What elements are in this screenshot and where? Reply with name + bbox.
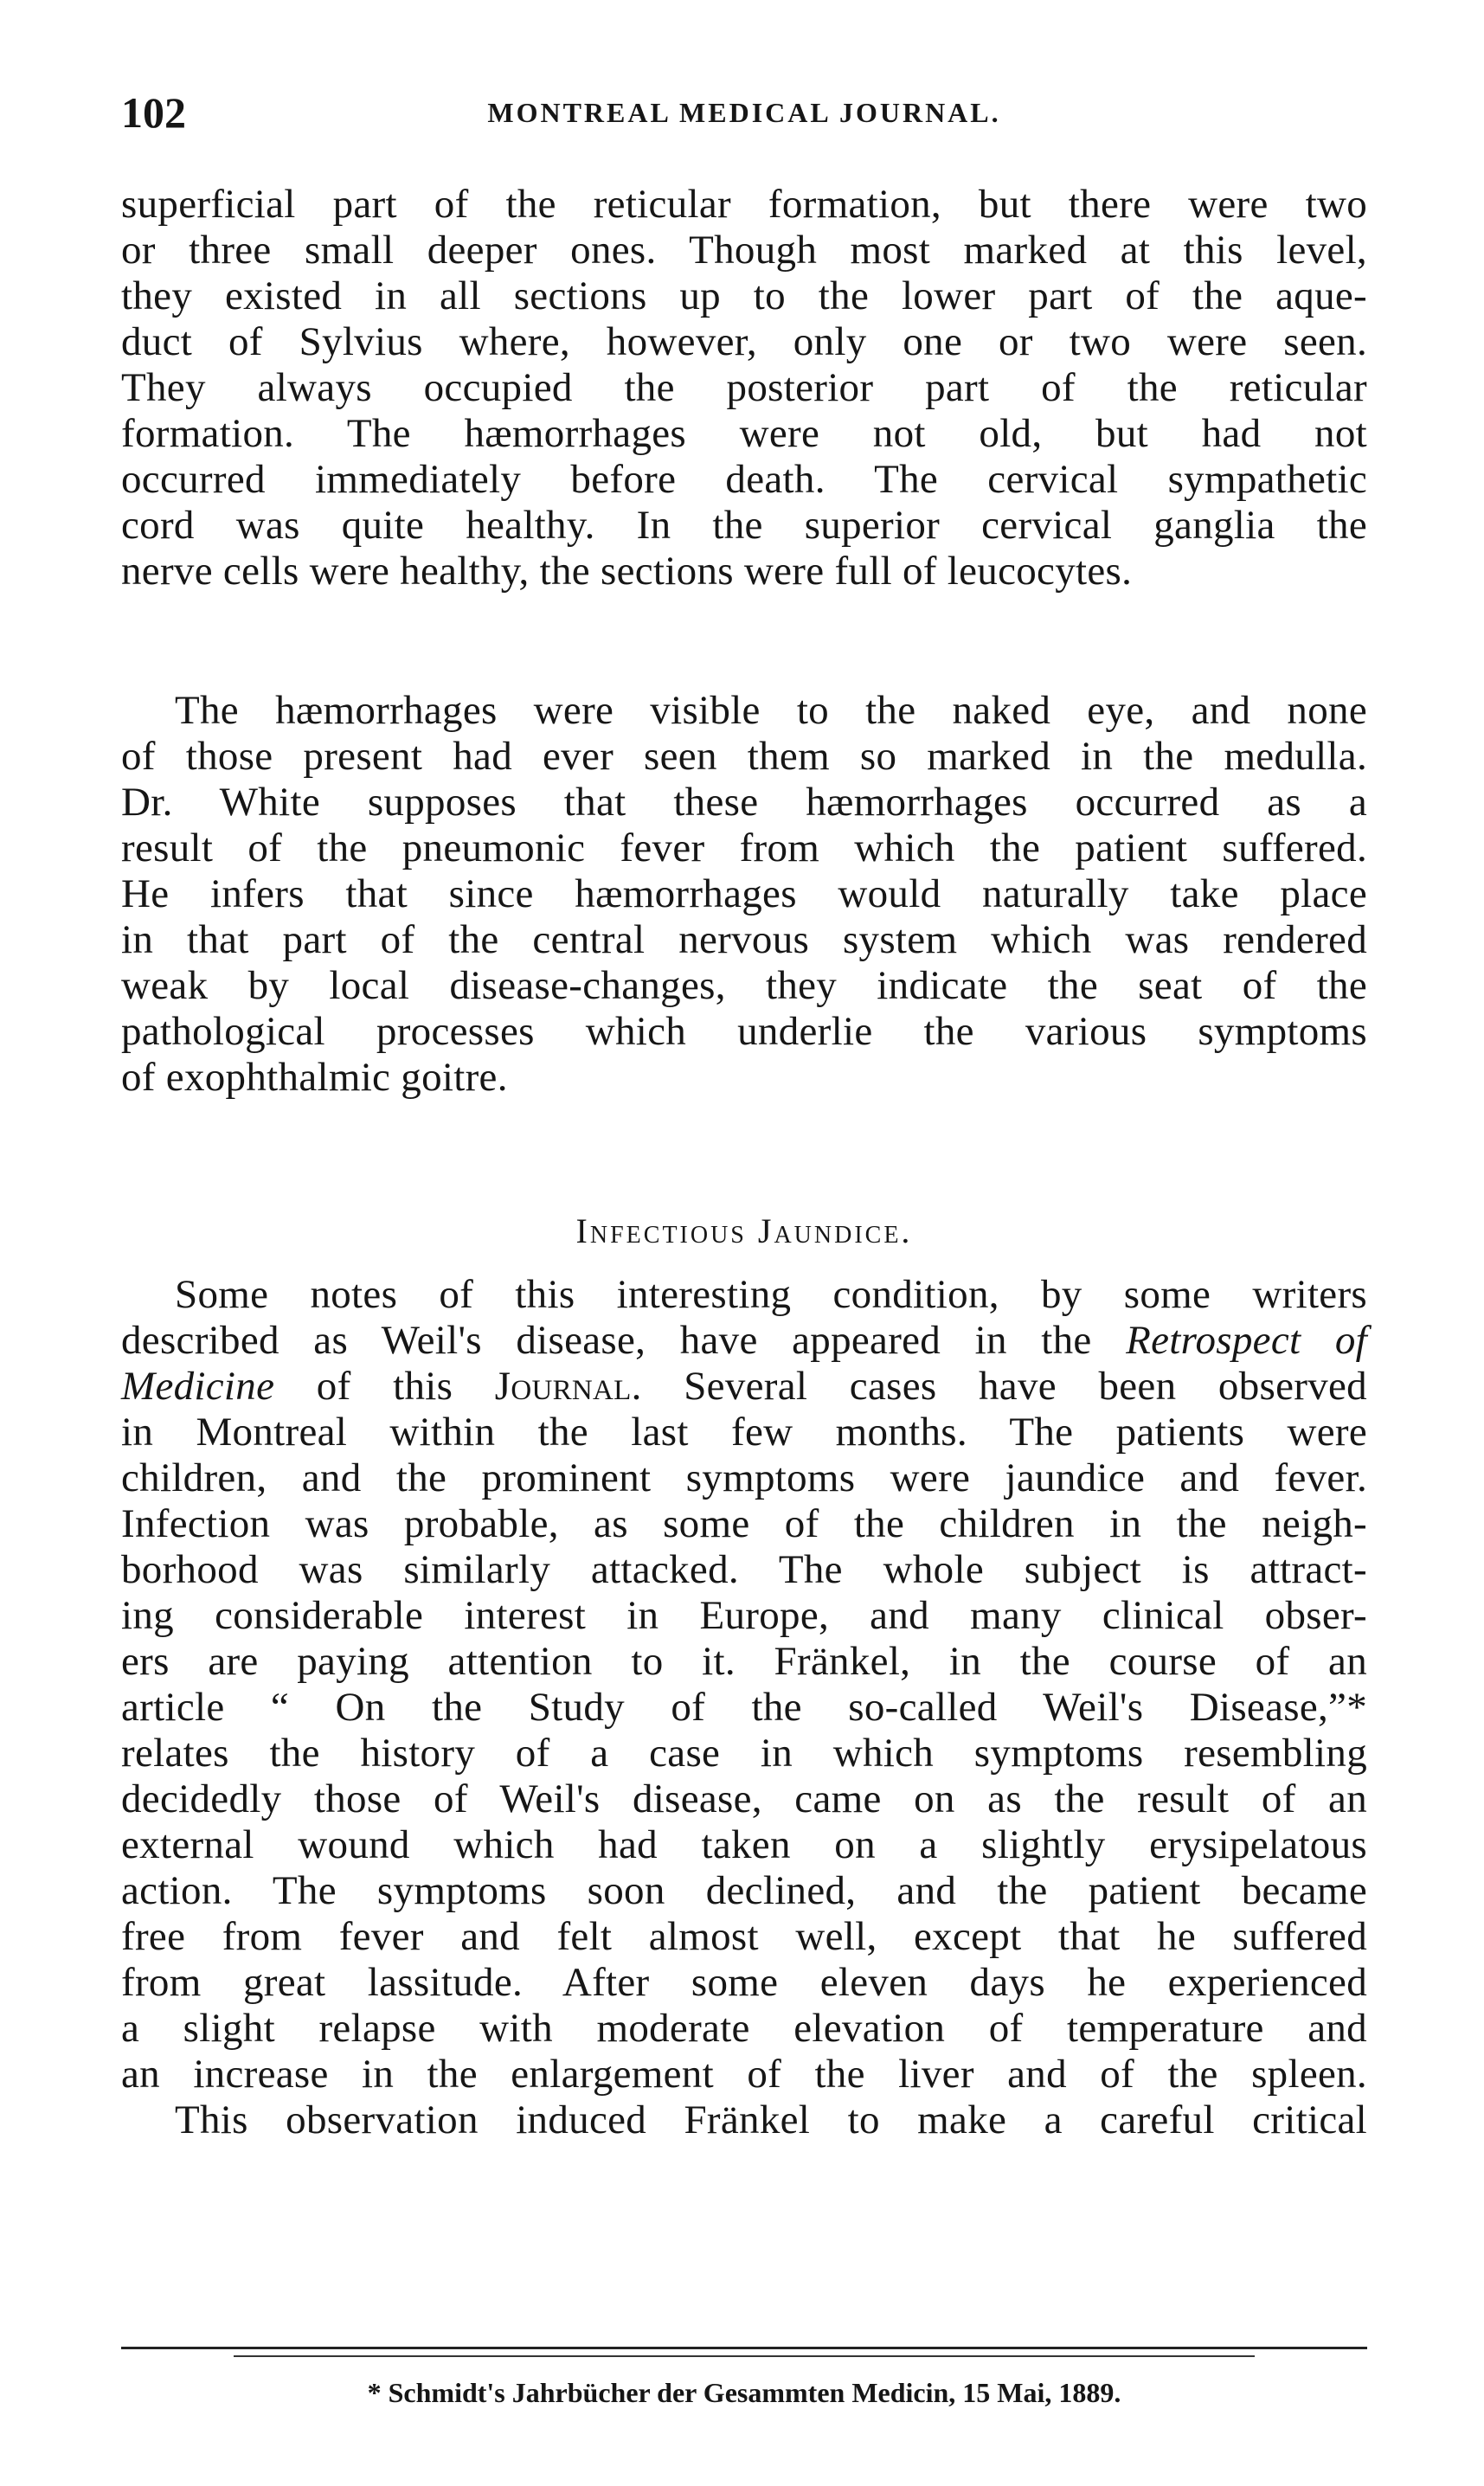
text-line: duct of Sylvius where, however, only one or two were seen. <box>121 319 1367 364</box>
journal-title: MONTREAL MEDICAL JOURNAL. <box>487 97 1001 128</box>
text-line <box>121 1318 1367 1364</box>
running-head <box>121 82 1367 143</box>
text-line: The hæmorrhages were visible to the naked eye, and none <box>175 688 1367 733</box>
page-number: 102 <box>121 88 186 137</box>
text-line: Some notes of this interesting condition, by some writers <box>175 1272 1367 1317</box>
text-line: superficial part of the reticular formation, but there were two <box>121 182 1367 227</box>
text-line: from great lassitude. After some eleven days he experienced <box>121 1960 1367 2005</box>
text-line: weak by local disease-changes, they indicate the seat of the <box>121 963 1367 1008</box>
footnote-rule-inner <box>234 2355 1255 2357</box>
text-line: pathological processes which underlie the various symptoms <box>121 1009 1367 1054</box>
text-line: Dr. White supposes that these hæmorrhages occurred as a <box>121 780 1367 825</box>
text-line <box>121 1364 1367 1410</box>
text-line: ing considerable interest in Europe, and many clinical obser- <box>121 1593 1367 1638</box>
text-line: He infers that since hæmorrhages would naturally take place <box>121 871 1367 916</box>
paragraph-2 <box>121 688 1367 1101</box>
text-line: This observation induced Fränkel to make a careful critical <box>175 2097 1367 2142</box>
text-line: children, and the prominent symptoms were jaundice and fever. <box>121 1455 1367 1500</box>
text-line: or three small deeper ones. Though most marked at this level, <box>121 228 1367 273</box>
journal-name: Journal. <box>494 1364 642 1409</box>
footnote-rule <box>121 2347 1367 2349</box>
text-run: of this <box>316 1364 453 1409</box>
italic-title: Medicine <box>121 1364 275 1409</box>
text-line: Infection was probable, as some of the children in the neigh- <box>121 1501 1367 1546</box>
paragraph-3 <box>121 1272 1367 2143</box>
text-line: article “ On the Study of the so-called Weil's Disease,”* <box>121 1685 1367 1730</box>
text-line: They always occupied the posterior part of the reticular <box>121 365 1367 410</box>
text-line: free from fever and felt almost well, except that he suffered <box>121 1914 1367 1959</box>
text-line: result of the pneumonic fever from which the patient suffered. <box>121 825 1367 870</box>
text-line: a slight relapse with moderate elevation of temperature and <box>121 2006 1367 2051</box>
text-line: cord was quite healthy. In the superior cervical ganglia the <box>121 503 1367 548</box>
text-line: action. The symptoms soon declined, and the patient became <box>121 1868 1367 1913</box>
text-line: relates the history of a case in which symptoms resembling <box>121 1731 1367 1776</box>
text-line: occurred immediately before death. The cervical sympathetic <box>121 457 1367 502</box>
text-line: external wound which had taken on a slightly erysipelatous <box>121 1822 1367 1867</box>
footnote: * Schmidt's Jahrbücher der Gesammten Medicin, 15 Mai, 1889. <box>367 2377 1121 2408</box>
text-line: of those present had ever seen them so marked in the medulla. <box>121 734 1367 779</box>
text-line: an increase in the enlargement of the liver and of the spleen. <box>121 2052 1367 2097</box>
text-line: formation. The hæmorrhages were not old, but had not <box>121 411 1367 456</box>
italic-title: Retrospect of <box>1126 1318 1367 1363</box>
text-run: described as Weil's disease, have appeared in the <box>121 1318 1092 1363</box>
text-line: of exophthalmic goitre. <box>121 1055 508 1100</box>
text-line: they existed in all sections up to the lower part of the aque- <box>121 273 1367 318</box>
paragraph-1 <box>121 182 1367 594</box>
section-heading: Infectious Jaundice. <box>575 1211 913 1250</box>
text-line: in that part of the central nervous system which was rendered <box>121 917 1367 962</box>
text-line: decidedly those of Weil's disease, came on as the result of an <box>121 1776 1367 1821</box>
text-run: Several cases have been observed <box>684 1364 1367 1409</box>
text-line: nerve cells were healthy, the sections were full of leucocytes. <box>121 549 1133 594</box>
text-line: ers are paying attention to it. Fränkel, in the course of an <box>121 1639 1367 1684</box>
text-line: in Montreal within the last few months. The patients were <box>121 1410 1367 1455</box>
text-line: borhood was similarly attacked. The whole subject is attract- <box>121 1547 1367 1592</box>
